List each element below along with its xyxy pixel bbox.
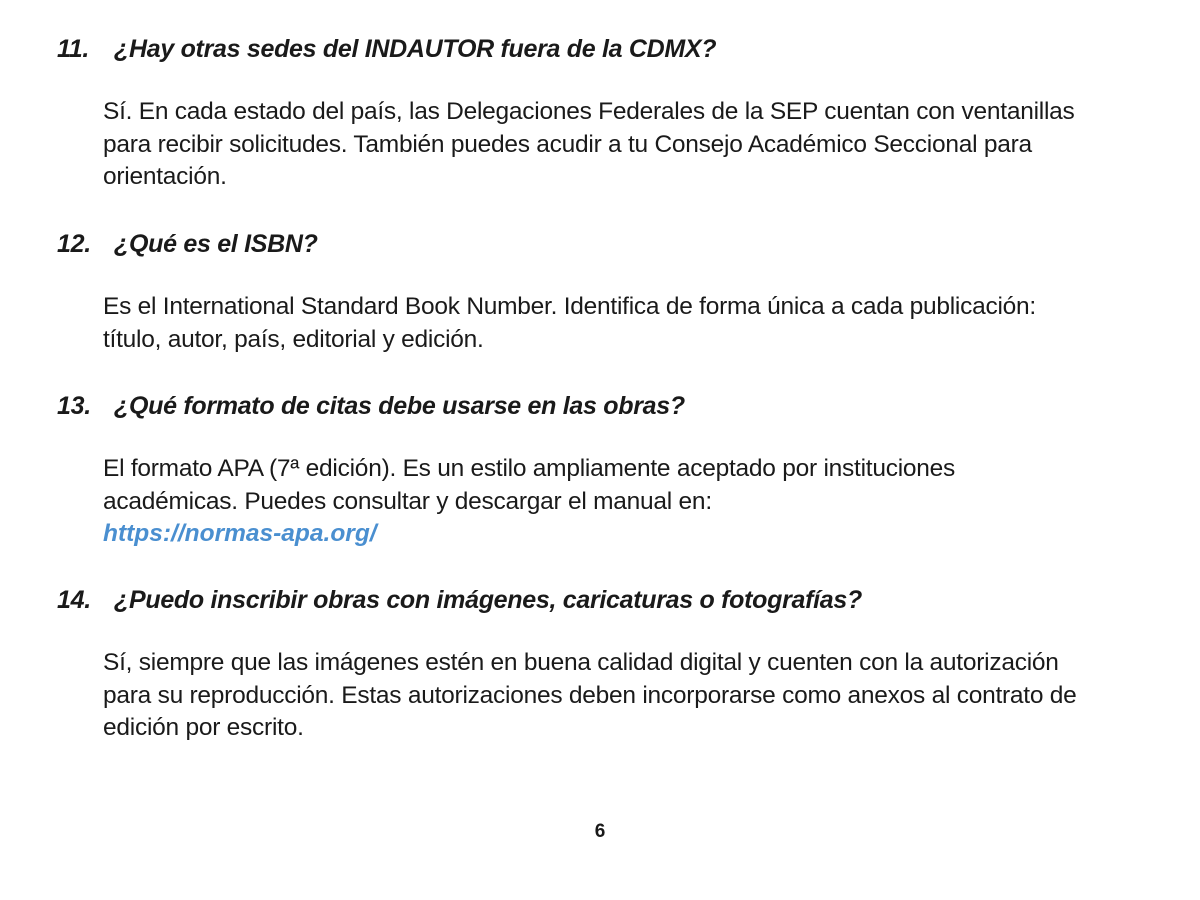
answer-line: orientación. [103, 163, 227, 190]
faq-answer [103, 96, 1143, 194]
answer-line: edición por escrito. [103, 714, 304, 741]
faq-answer [103, 647, 1143, 745]
question-text: ¿Qué formato de citas debe usarse en las obras? [114, 392, 685, 420]
answer-line: para su reproducción. Estas autorizaciones deben incorporarse como anexos al contrato de [103, 681, 1077, 709]
faq-answer [103, 291, 1143, 356]
question-number: 14. [57, 586, 91, 614]
answer-line: para recibir solicitudes. También puedes acudir a tu Consejo Académico Seccional para [103, 130, 1032, 158]
faq-item-12 [0, 224, 1200, 353]
question-text: ¿Puedo inscribir obras con imágenes, caricaturas o fotografías? [114, 586, 862, 614]
question-text: ¿Qué es el ISBN? [114, 230, 318, 258]
answer-link-line [103, 518, 1143, 551]
faq-question [0, 224, 1200, 264]
faq-question [0, 580, 1200, 620]
faq-item-13 [0, 386, 1200, 547]
answer-line: título, autor, país, editorial y edición. [103, 325, 484, 353]
question-number: 11. [57, 35, 89, 63]
faq-answer [103, 453, 1143, 551]
faq-question [0, 29, 1200, 69]
question-text: ¿Hay otras sedes del INDAUTOR fuera de la CDMX? [114, 35, 717, 63]
answer-line: académicas. Puedes consultar y descargar el manual en: [103, 487, 712, 515]
question-number: 12. [57, 230, 91, 258]
page-number: 6 [594, 821, 606, 842]
faq-item-14 [0, 580, 1200, 741]
answer-line: Sí, siempre que las imágenes estén en buena calidad digital y cuenten con la autorización [103, 649, 1059, 676]
apa-manual-link[interactable]: https://normas-apa.org/ [103, 520, 377, 547]
answer-line: Sí. En cada estado del país, las Delegaciones Federales de la SEP cuentan con ventanillas [103, 98, 1075, 125]
answer-line: El formato APA (7ª edición). Es un estilo ampliamente aceptado por instituciones [103, 455, 956, 482]
answer-line: Es el International Standard Book Number. Identifica de forma única a cada publicación: [103, 293, 1036, 320]
question-number: 13. [57, 392, 91, 420]
faq-item-11 [0, 29, 1200, 190]
faq-question [0, 386, 1200, 426]
